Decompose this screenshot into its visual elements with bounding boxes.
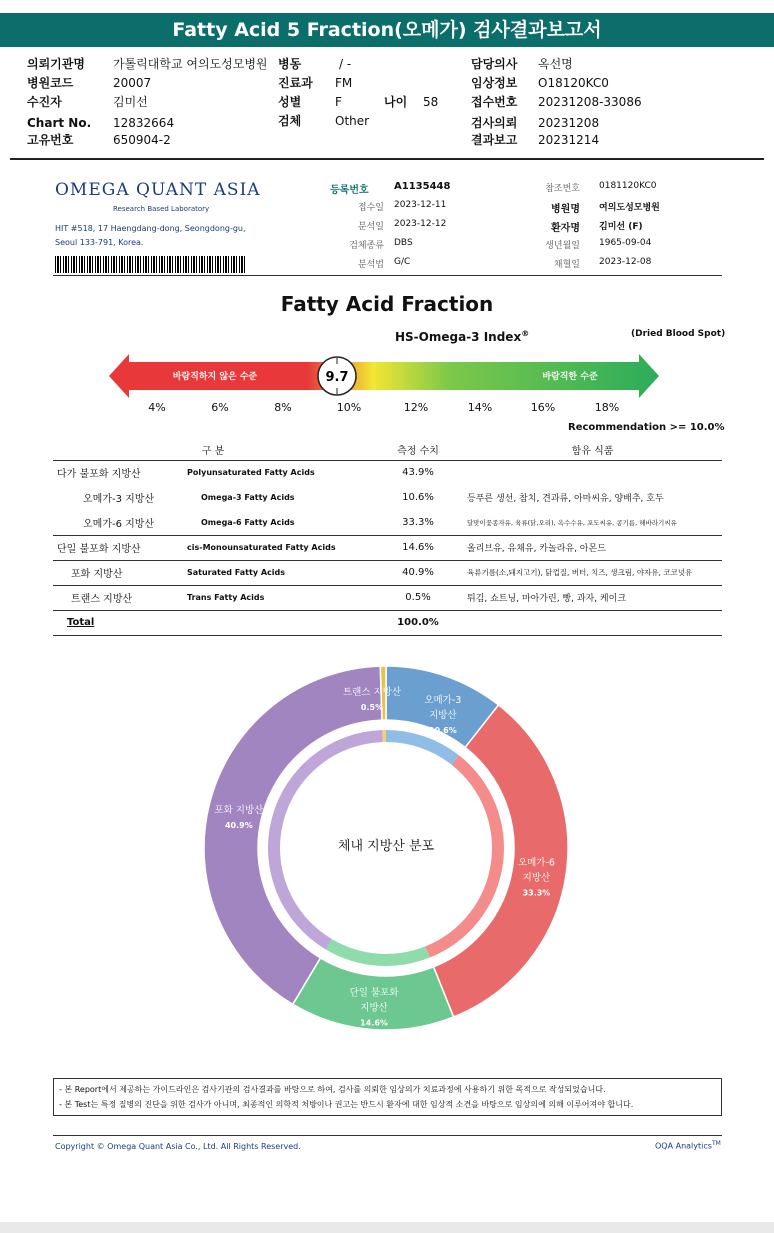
sex-label: 성별 (278, 95, 302, 109)
fatty-acid-table (53, 440, 722, 636)
row-en: Omega-6 Fatty Acids (201, 517, 295, 527)
request-label: 검사의뢰 (471, 116, 518, 130)
row-value: 14.6% (373, 535, 463, 560)
reg-value: A1135448 (394, 181, 451, 192)
row-en: Saturated Fatty Acids (183, 560, 373, 585)
report-title: Fatty Acid 5 Fraction(오메가) 검사결과보고서 (0, 13, 774, 47)
request-value: 20231208 (538, 116, 600, 130)
row-value: 33.3% (402, 516, 434, 528)
anal-label: 분석일 (357, 222, 384, 232)
age-label: 나이 (384, 95, 408, 109)
slice-label-value: 10.6% (428, 726, 457, 736)
hosp-value: 여의도성모병원 (599, 203, 660, 213)
hospital-code-value: 20007 (113, 76, 152, 90)
scale-tick: 10% (336, 401, 362, 414)
table-header-row (53, 440, 722, 460)
clinical-label: 임상정보 (471, 76, 518, 90)
notes-box (53, 1078, 722, 1116)
scale-tick: 18% (594, 401, 620, 414)
doctor-value: 옥선명 (538, 57, 573, 71)
row-food (463, 610, 722, 635)
table-row-total (53, 610, 722, 635)
report-label: 결과보고 (471, 133, 518, 147)
brand: OQA Analytics™ (655, 1140, 721, 1151)
row-value: 43.9% (402, 467, 434, 479)
slice-label-name: 단일 불포화 (349, 987, 399, 999)
examinee-label: 수진자 (27, 95, 62, 109)
col-header-food: 함유 식품 (463, 440, 722, 460)
slice-label-value: 33.3% (522, 888, 551, 898)
barcode (55, 256, 245, 273)
chart-value: 12832664 (113, 116, 175, 130)
ref-value: 0181120KC0 (599, 181, 657, 191)
row-food: 올리브유, 유채유, 카놀라유, 아몬드 (463, 535, 722, 560)
institution-label: 의뢰기관명 (27, 57, 85, 71)
draw-value: 2023-12-08 (599, 257, 652, 267)
receipt-value: 20231208-33086 (538, 95, 642, 109)
draw-label: 채혈일 (553, 260, 580, 270)
table-row (53, 460, 722, 485)
omega3-scale (105, 352, 665, 400)
sex-value: F (335, 95, 342, 109)
scale-left-label: 바람직하지 않은 수준 (172, 372, 258, 382)
scale-tick: 8% (274, 401, 292, 414)
slice-label (424, 694, 461, 735)
dob-value: 1965-09-04 (599, 238, 652, 248)
reg-label: 등록번호 (330, 185, 369, 196)
row-value: 100.0% (373, 610, 463, 635)
header-divider (10, 158, 764, 160)
inner-slice (326, 939, 430, 966)
value-marker (318, 357, 356, 395)
table-row (53, 485, 722, 510)
lab-logo-subtitle: Research Based Laboratory (113, 205, 210, 213)
row-food: 육류기름(소,돼지고기), 닭껍질, 버터, 치즈, 생크림, 야자유, 코코넛유 (463, 560, 722, 585)
receipt-label: 접수번호 (471, 95, 518, 109)
copyright: Copyright © Omega Quant Asia Co., Ltd. All Rights Reserved. (55, 1142, 301, 1151)
row-kr: 오메가-3 지방산 (83, 494, 155, 505)
row-kr: 다가 불포화 지방산 (57, 469, 141, 481)
dob-label: 생년월일 (545, 241, 580, 251)
table-row (53, 535, 722, 560)
dept-value: FM (335, 76, 353, 90)
ward-value: / - (339, 57, 352, 71)
unique-value: 650904-2 (113, 133, 171, 147)
lab-divider (53, 275, 722, 276)
type-label: 검체종류 (349, 241, 384, 251)
row-en: Omega-3 Fatty Acids (201, 493, 295, 502)
slice-label-value: 14.6% (360, 1018, 388, 1028)
lab-logo: OMEGA QUANT ASIA (55, 180, 261, 200)
patient-label: 환자명 (551, 223, 580, 234)
row-kr: Total (53, 610, 183, 635)
row-kr: 오메가-6 지방산 (83, 518, 155, 530)
table-row (53, 585, 722, 610)
note-line: - 본 Test는 특정 질병의 진단을 위한 검사가 아니며, 최종적인 의학적 처방이나 권고는 반드시 환자에 대한 임상적 소견을 바탕으로 임상의에 의해 이루어져야 합니다. (59, 1100, 634, 1109)
method-label: 분석법 (357, 260, 384, 270)
row-value: 40.9% (373, 560, 463, 585)
scale-right-label: 바람직한 수준 (542, 372, 598, 382)
scale-tick: 6% (211, 401, 229, 414)
ref-label: 참조번호 (545, 184, 580, 194)
slice-label-name: 포화 지방산 (214, 804, 264, 816)
report-value: 20231214 (538, 133, 600, 147)
value-marker-text: 9.7 (325, 370, 349, 385)
clinical-value: O18120KC0 (538, 76, 609, 90)
slice-label-value: 0.5% (360, 703, 384, 712)
chart-label: Chart No. (27, 116, 92, 130)
scale-tick: 16% (530, 401, 556, 414)
recv-value: 2023-12-11 (394, 200, 447, 210)
row-value: 0.5% (373, 585, 463, 610)
slice-label-name: 오메가-6 (517, 857, 555, 869)
col-header-category: 구 분 (53, 440, 373, 460)
scale-tick: 4% (148, 401, 166, 414)
unique-label: 고유번호 (27, 133, 74, 147)
patient-value: 김미선 (F) (599, 222, 643, 232)
table-row (53, 560, 722, 585)
row-food: 등푸른 생선, 참치, 견과류, 아마씨유, 양배추, 호두 (467, 494, 664, 504)
slice-label-name: 오메가-3 (424, 695, 462, 707)
slice-label-name: 지방산 (522, 872, 551, 884)
row-en: Polyunsaturated Fatty Acids (187, 468, 315, 478)
row-food: 튀김, 쇼트닝, 마아가린, 빵, 과자, 케이크 (463, 585, 722, 610)
age-value: 58 (423, 95, 439, 109)
row-en: Trans Fatty Acids (183, 585, 373, 610)
lab-address: HIT #518, 17 Haengdang-dong, Seongdong-gu, Seoul 133-791, Korea. (55, 224, 246, 247)
row-kr: 트랜스 지방산 (53, 585, 183, 610)
table-row (53, 510, 722, 535)
slice-label-name: 트랜스 지방산 (342, 687, 402, 698)
specimen-value: Other (335, 114, 370, 128)
row-value: 10.6% (402, 492, 434, 503)
row-food (463, 460, 722, 485)
row-kr: 포화 지방산 (53, 560, 183, 585)
footer-divider (53, 1135, 722, 1136)
row-en: cis-Monounsaturated Fatty Acids (183, 535, 373, 560)
hosp-label: 병원명 (551, 204, 580, 215)
slice-label (518, 857, 555, 898)
doctor-label: 담당의사 (471, 57, 518, 71)
fatty-acid-donut-chart (202, 664, 572, 1034)
hospital-code-label: 병원코드 (27, 76, 74, 90)
row-food: 달맞이꽃종자유, 육류(닭,오리), 옥수수유, 포도씨유, 콩기름, 해바라기씨유 (467, 518, 677, 527)
recv-label: 접수일 (357, 203, 384, 213)
scale-tick: 12% (403, 401, 429, 414)
specimen-label: 검체 (278, 114, 302, 128)
donut-center-title: 체내 지방산 분포 (337, 839, 435, 854)
row-kr: 단일 불포화 지방산 (53, 535, 183, 560)
examinee-value: 김미선 (113, 95, 148, 109)
col-header-value: 측정 수치 (373, 440, 463, 460)
index-name: HS-Omega-3 Index® (395, 329, 530, 344)
slice-label-name: 지방산 (360, 1002, 388, 1014)
section-title: Fatty Acid Fraction (280, 292, 494, 316)
note-line: - 본 Report에서 제공하는 가이드라인은 검사기관의 검사결과를 바탕으로 하여, 검사를 의뢰한 임상의가 치료과정에 사용하기 위한 목적으로 작성되었습니다. (59, 1085, 606, 1094)
dept-label: 진료과 (278, 76, 313, 90)
method-value: G/C (394, 257, 411, 267)
institution-value: 가톨릭대학교 여의도성모병원 (113, 57, 268, 71)
recommendation: Recommendation >= 10.0% (568, 422, 725, 433)
bottom-band (0, 1222, 774, 1233)
type-value: DBS (394, 238, 413, 248)
anal-value: 2023-12-12 (394, 219, 447, 229)
dbs-note: (Dried Blood Spot) (631, 329, 726, 339)
slice-label-value: 40.9% (224, 820, 253, 830)
scale-tick: 14% (467, 401, 493, 414)
ward-label: 병동 (278, 57, 302, 71)
row-en (183, 610, 373, 635)
slice-label-name: 지방산 (429, 710, 457, 722)
inner-slice (382, 730, 386, 742)
